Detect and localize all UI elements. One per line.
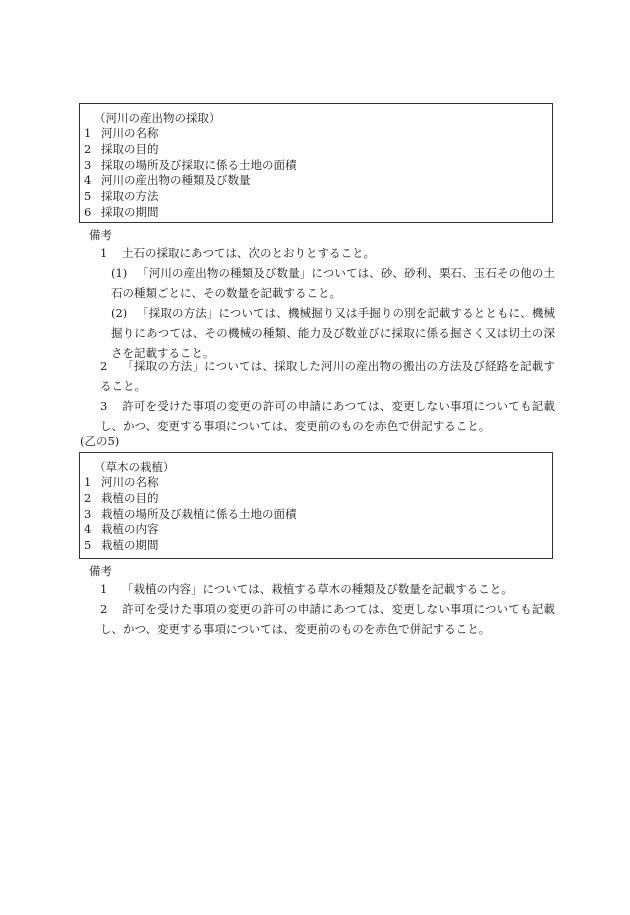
remark-text: 「採取の方法」については、機械掘り又は手掘りの別を記載するとともに、機械掘りにあつては、その機械の種類、能力及び数並びに採取に係る掘さく又は切土の深さを記載すること。 xyxy=(111,306,555,360)
remark-number: 2 xyxy=(100,359,108,373)
remark-item-1 xyxy=(100,243,555,263)
item-text: 栽植の場所及び栽植に係る土地の面積 xyxy=(101,506,297,521)
item-number: 5 xyxy=(84,538,92,553)
section-box-sand-gravel-extraction xyxy=(79,103,553,223)
list-item xyxy=(80,538,552,554)
form-label: (乙の5) xyxy=(80,434,120,448)
section-title: （草木の栽植） xyxy=(94,460,175,474)
item-text: 栽植の内容 xyxy=(101,522,159,537)
list-item xyxy=(80,142,552,158)
remark-text: 「河川の産出物の種類及び数量」については、砂、砂利、栗石、玉石その他の土石の種類ごとに、その数量を記載すること。 xyxy=(111,266,555,300)
remark-text: 「栽植の内容」については、栽植する草木の種類及び数量を記載すること。 xyxy=(122,582,513,596)
remark-number: 2 xyxy=(100,602,108,616)
remark-text: 許可を受けた事項の変更の許可の申請にあつては、変更しない事項についても記載し、かつ、変更する事項については、変更前のものを赤色で併記すること。 xyxy=(100,399,555,433)
item-number: 2 xyxy=(84,490,92,505)
remark-text: 「採取の方法」については、採取した河川の産出物の搬出の方法及び経路を記載すること。 xyxy=(100,359,555,393)
remark-subitem-1 xyxy=(111,263,555,303)
item-text: 河川の名称 xyxy=(101,126,159,140)
list-item xyxy=(80,126,552,142)
section-box-vegetation-planting xyxy=(79,452,553,559)
remark-item-2 xyxy=(100,599,555,639)
remark-text: 許可を受けた事項の変更の許可の申請にあつては、変更しない事項についても記載し、かつ、変更する事項については、変更前のものを赤色で併記すること。 xyxy=(100,602,555,636)
item-text: 栽植の期間 xyxy=(101,538,159,553)
remark-item-2 xyxy=(100,356,555,396)
list-item xyxy=(80,475,552,491)
item-number: 6 xyxy=(84,204,92,219)
item-number: 3 xyxy=(84,157,92,172)
item-text: 河川の名称 xyxy=(101,475,159,489)
item-number: 4 xyxy=(84,173,92,188)
item-number: 2 xyxy=(84,141,92,156)
remark-item-1 xyxy=(100,579,555,599)
remark-number: 1 xyxy=(100,246,108,260)
remark-number: 1 xyxy=(100,582,108,596)
item-text: 採取の場所及び採取に係る土地の面積 xyxy=(101,157,297,172)
item-text: 栽植の目的 xyxy=(101,490,159,505)
section-title: （河川の産出物の採取） xyxy=(94,111,221,125)
list-item xyxy=(80,507,552,523)
remark-number: 3 xyxy=(100,399,108,413)
item-number: 3 xyxy=(84,506,92,521)
item-text: 河川の産出物の種類及び数量 xyxy=(101,173,251,188)
list-item xyxy=(80,522,552,538)
list-item xyxy=(80,205,552,221)
item-text: 採取の期間 xyxy=(101,204,159,219)
item-text: 採取の目的 xyxy=(101,141,159,156)
remark-subitem-2 xyxy=(111,303,555,363)
remark-text: 土石の採取にあつては、次のとおりとすること。 xyxy=(122,246,375,260)
remarks-heading: 備考 xyxy=(89,228,112,242)
remark-number: (2) xyxy=(111,306,128,320)
remark-number: (1) xyxy=(111,266,128,280)
list-item xyxy=(80,189,552,205)
list-item xyxy=(80,158,552,174)
list-item xyxy=(80,173,552,189)
item-number: 4 xyxy=(84,522,92,537)
item-number: 1 xyxy=(84,126,92,140)
item-number: 1 xyxy=(84,475,92,489)
remarks-heading: 備考 xyxy=(89,564,112,578)
list-item xyxy=(80,491,552,507)
item-number: 5 xyxy=(84,189,92,204)
item-text: 採取の方法 xyxy=(101,189,159,204)
remark-item-3 xyxy=(100,396,555,436)
